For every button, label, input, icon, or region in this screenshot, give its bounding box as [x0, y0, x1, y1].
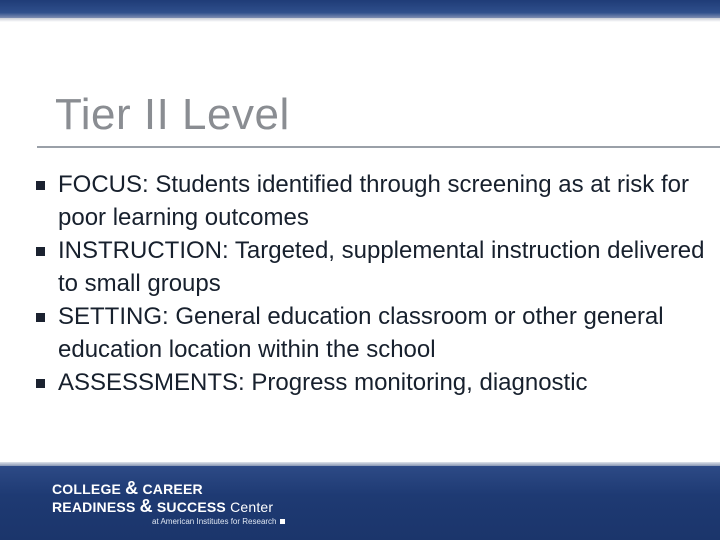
square-bullet-icon	[36, 247, 45, 256]
logo-ampersand: &	[139, 496, 153, 516]
top-header-bar	[0, 0, 720, 18]
logo-word-college: COLLEGE	[52, 481, 122, 497]
logo-word-career: CAREER	[142, 481, 203, 497]
bullet-item-instruction	[36, 234, 706, 300]
square-bullet-icon	[36, 313, 45, 322]
bullet-text: ASSESSMENTS: Progress monitoring, diagnostic	[58, 369, 588, 396]
bullet-text: INSTRUCTION: Targeted, supplemental instruction delivered to small groups	[58, 237, 705, 297]
logo-line-2	[52, 498, 273, 516]
bullet-text: FOCUS: Students identified through screening as at risk for poor learning outcomes	[58, 171, 689, 231]
bullet-item-assessments	[36, 366, 706, 399]
slide-title: Tier II Level	[55, 90, 290, 139]
logo-word-readiness: READINESS	[52, 499, 136, 515]
bullet-item-focus	[36, 168, 706, 234]
bullet-text: SETTING: General education classroom or other general education location within the school	[58, 303, 664, 363]
logo-word-success: SUCCESS	[156, 499, 226, 515]
square-mark-icon	[280, 519, 285, 524]
logo-word-center: Center	[230, 499, 274, 515]
logo-subtitle	[152, 517, 285, 526]
square-bullet-icon	[36, 181, 45, 190]
bullet-list	[36, 168, 706, 399]
logo-subtitle-text: at American Institutes for Research	[152, 517, 277, 526]
org-logo	[52, 480, 273, 516]
square-bullet-icon	[36, 379, 45, 388]
logo-line-1	[52, 480, 273, 498]
logo-ampersand: &	[125, 478, 139, 498]
title-divider	[37, 146, 720, 148]
footer-bar	[0, 466, 720, 540]
bullet-item-setting	[36, 300, 706, 366]
header-shadow	[0, 18, 720, 22]
